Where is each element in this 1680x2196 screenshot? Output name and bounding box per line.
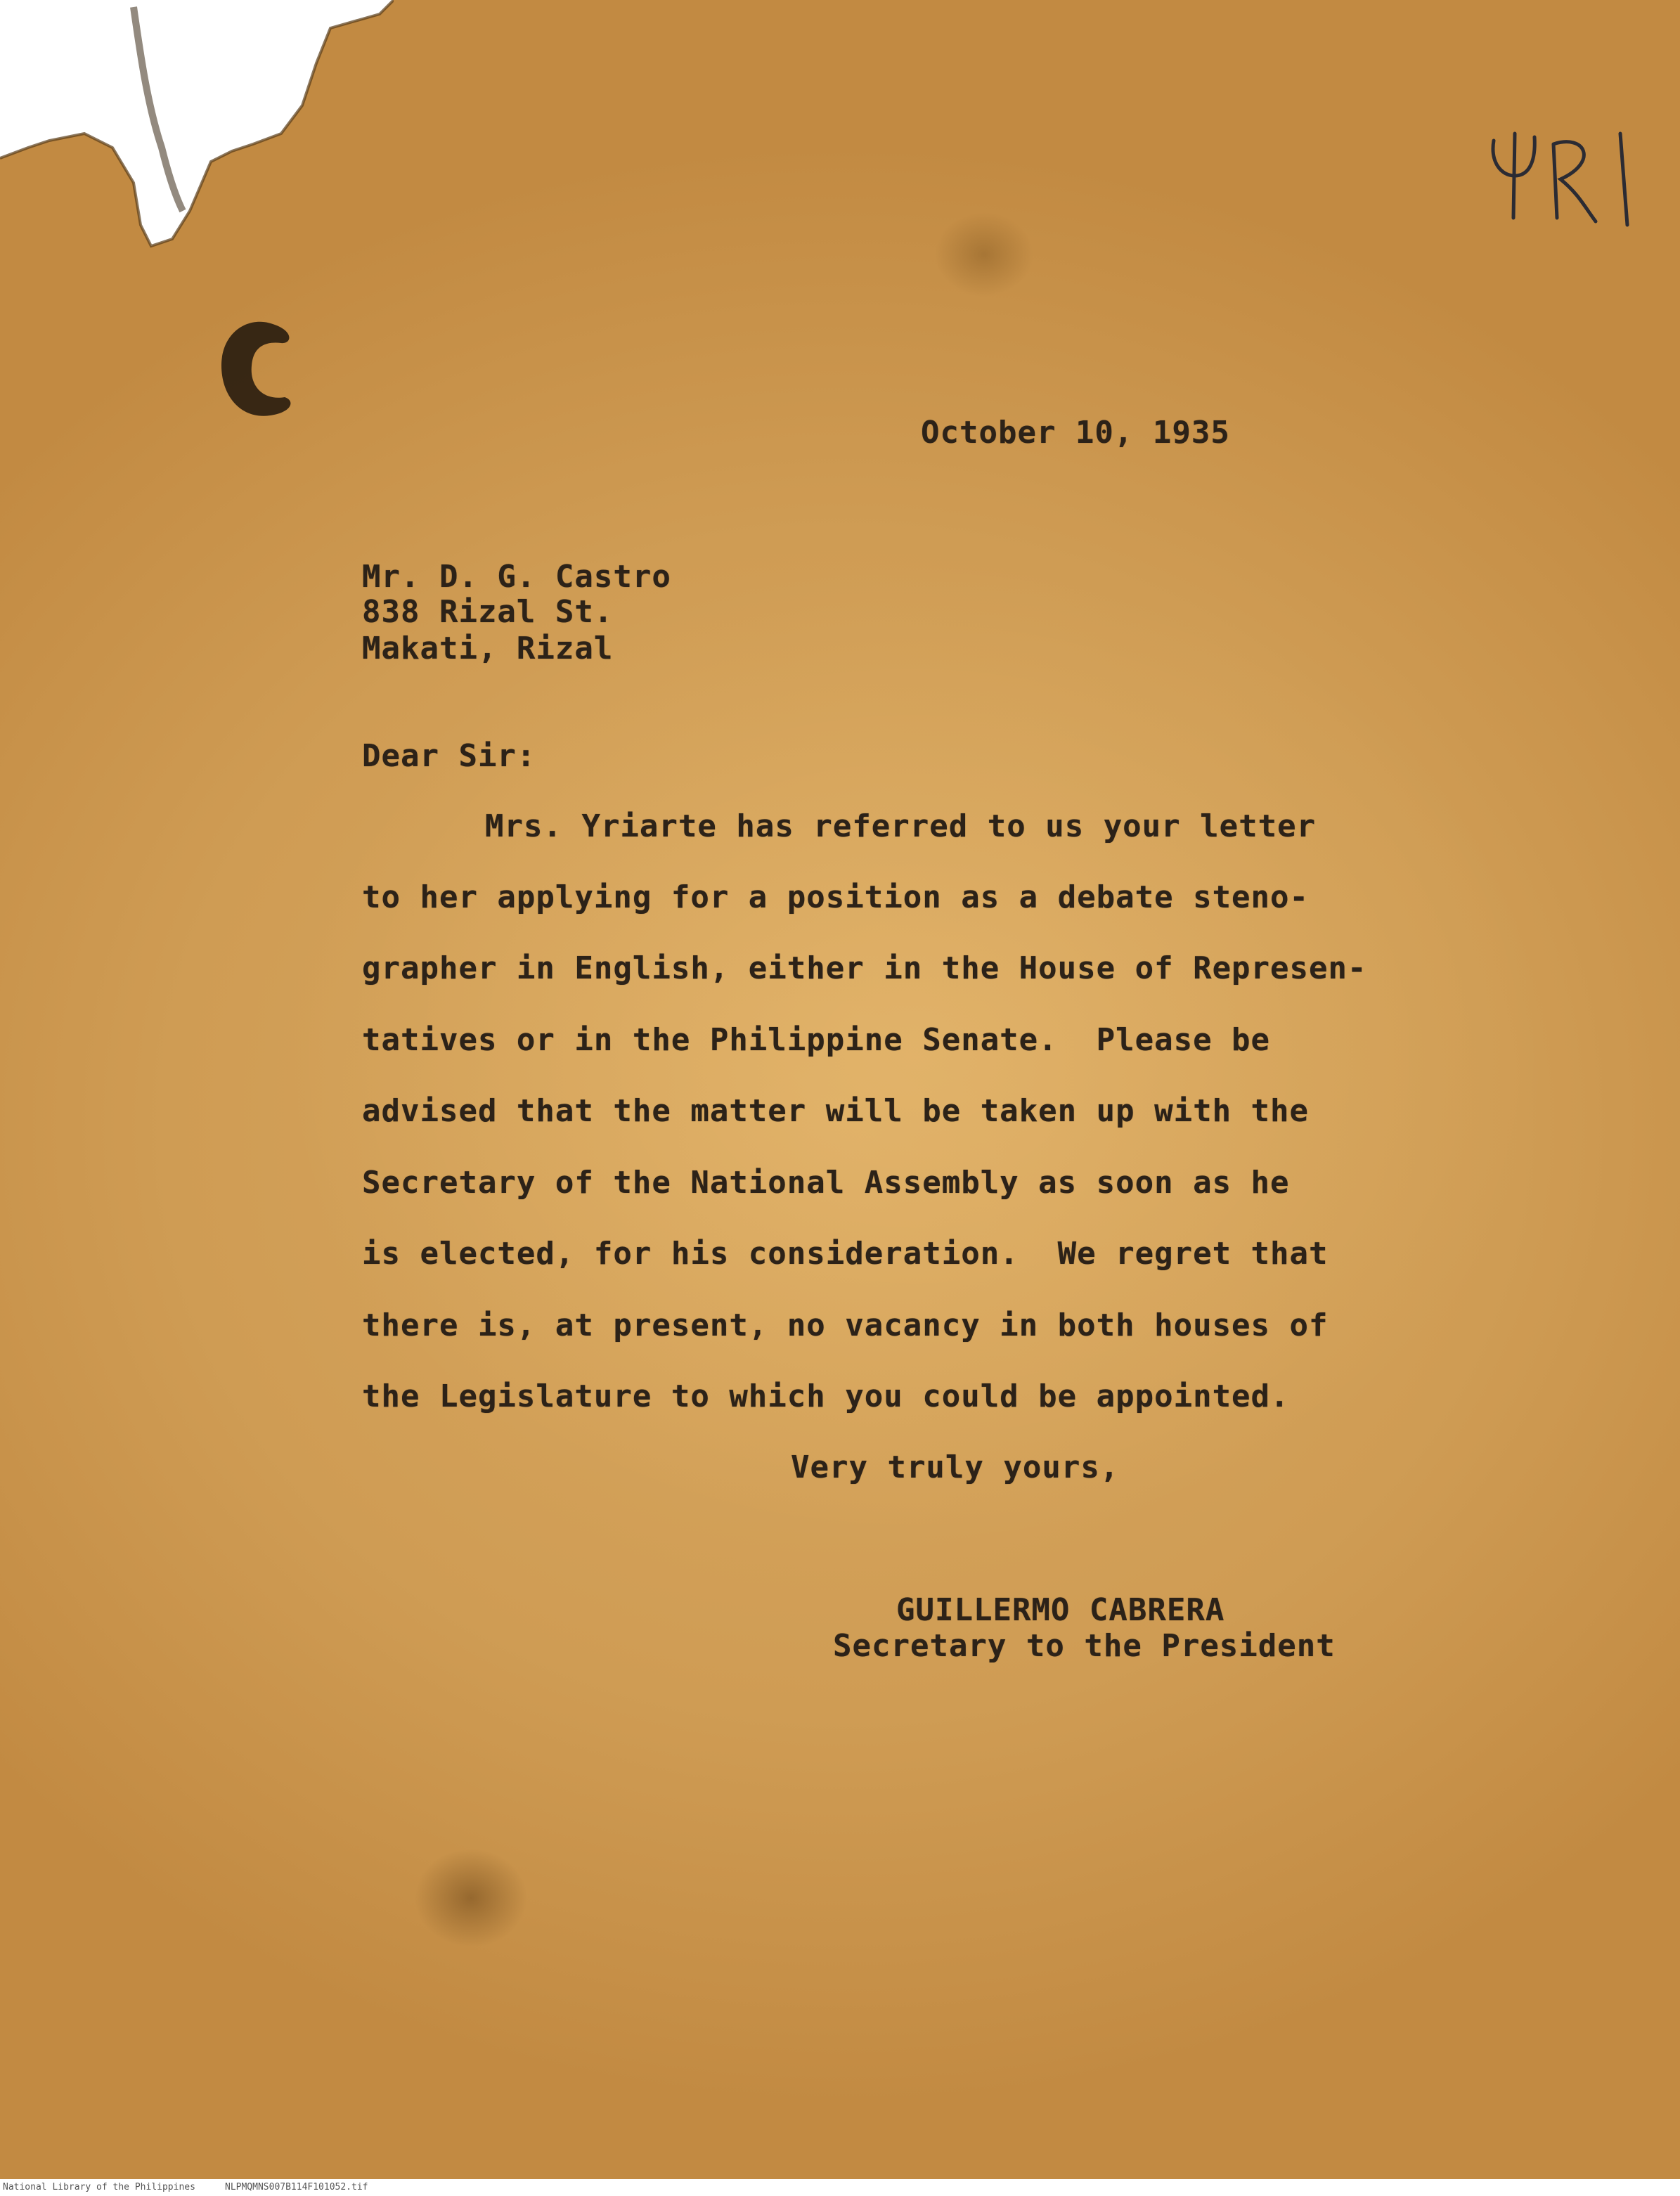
body-line: Mrs. Yriarte has referred to us your letter [485, 808, 1317, 844]
recipient-name: Mr. D. G. Castro [362, 559, 671, 595]
footer-file-name: NLPMQMNS007B114F101052.tif [225, 2182, 368, 2192]
salutation: Dear Sir: [362, 738, 536, 774]
handwritten-mark [1480, 112, 1641, 239]
letter-date: October 10, 1935 [921, 415, 1230, 451]
body-line: tatives or in the Philippine Senate. Please be [362, 1022, 1271, 1058]
recipient-city: Makati, Rizal [362, 631, 614, 666]
body-line: there is, at present, no vacancy in both houses of [362, 1307, 1329, 1343]
recipient-street: 838 Rizal St. [362, 594, 614, 630]
body-line: the Legislature to which you could be appointed. [362, 1378, 1290, 1414]
body-line: grapher in English, either in the House of Represen- [362, 950, 1367, 986]
body-line: to her applying for a position as a debate steno- [362, 879, 1310, 915]
body-line: advised that the matter will be taken up with the [362, 1093, 1310, 1129]
signatory-title: Secretary to the President [833, 1628, 1336, 1664]
signatory-name: GUILLERMO CABRERA [896, 1592, 1225, 1628]
body-line: is elected, for his consideration. We regret that [362, 1236, 1329, 1272]
footer-archive: National Library of the Philippines [3, 2182, 195, 2192]
torn-corner [0, 0, 394, 253]
closing: Very truly yours, [791, 1449, 1120, 1485]
ink-blot [204, 309, 309, 429]
body-line: Secretary of the National Assembly as soon as he [362, 1165, 1290, 1201]
